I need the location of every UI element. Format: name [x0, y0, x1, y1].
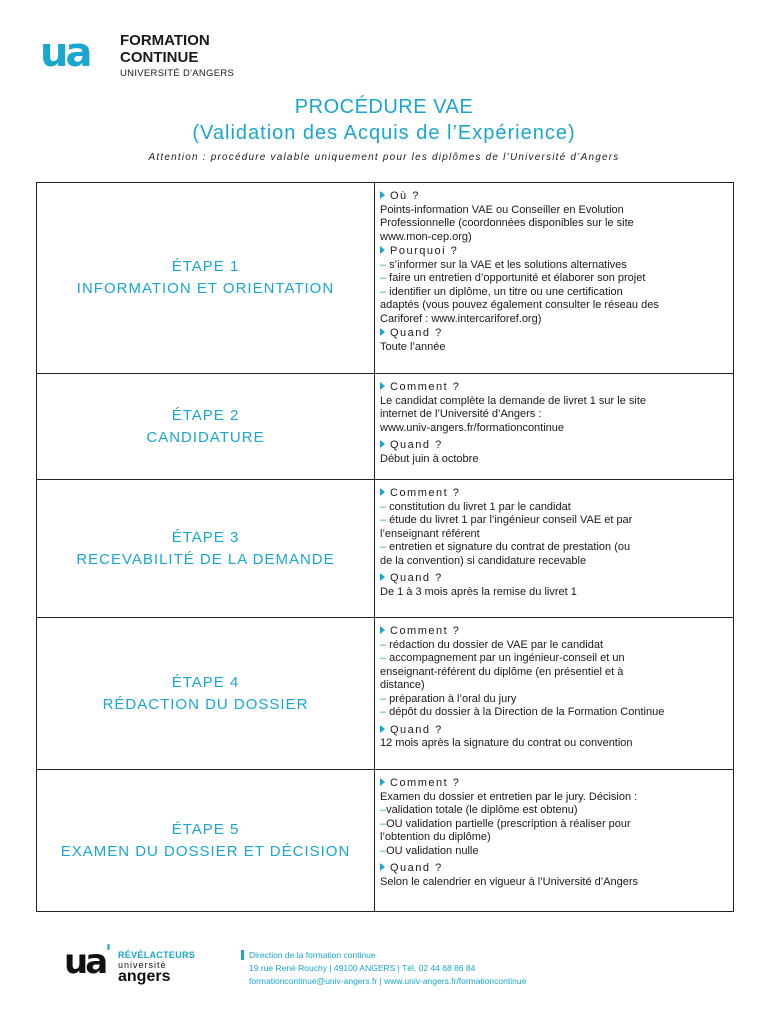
- question-heading: Quand ?: [380, 327, 727, 341]
- footer-logo: [64, 942, 214, 988]
- ua-logo-mark: ua: [40, 30, 90, 76]
- footer-address: 19 rue René Rouchy | 49100 ANGERS | Tél. 02 44 68 86 84: [249, 963, 476, 973]
- detail-line: Points-information VAE ou Conseiller en Evolution: [380, 203, 624, 216]
- arrow-right-icon: [380, 328, 385, 336]
- dash-bullet: –: [380, 804, 387, 816]
- step-number: ÉTAPE 2: [171, 406, 240, 424]
- dash-bullet: –: [380, 817, 387, 830]
- step-row: [37, 183, 733, 373]
- page-title: PROCÉDURE VAE: [294, 96, 474, 118]
- attention-note: Attention : procédure valable uniquement pour les diplômes de l’Université d’Angers: [148, 152, 620, 163]
- step-number: ÉTAPE 4: [171, 673, 240, 691]
- question-heading: Quand ?: [380, 862, 727, 876]
- dash-bullet: –: [380, 514, 387, 526]
- dash-bullet: –: [380, 638, 387, 651]
- dash-bullet: –: [380, 258, 387, 271]
- detail-line: –validation totale (le diplôme est obtenu): [380, 804, 578, 816]
- detail-line: – identifier un diplôme, un titre ou une certification: [380, 285, 623, 298]
- page-subtitle: (Validation des Acquis de l’Expérience): [192, 122, 576, 144]
- detail-line: –OU validation nulle: [380, 844, 479, 857]
- step-label: CANDIDATURE: [146, 428, 265, 446]
- detail-line: l’obtention du diplôme): [380, 831, 491, 843]
- detail-line: – accompagnement par un ingénieur-conseil et un: [380, 652, 625, 664]
- detail-line: – constitution du livret 1 par le candidat: [380, 500, 571, 513]
- step-details: [375, 183, 733, 373]
- steps-table: [36, 182, 734, 912]
- detail-line: Début juin à octobre: [380, 452, 479, 465]
- detail-line: www.mon-cep.org): [380, 230, 472, 243]
- detail-line: Le candidat complète la demande de livret 1 sur le site: [380, 394, 646, 407]
- step-row: [37, 617, 733, 769]
- step-details: [375, 374, 733, 479]
- dash-bullet: –: [380, 844, 387, 857]
- step-label: RÉDACTION DU DOSSIER: [102, 695, 309, 713]
- step-row: [37, 479, 733, 617]
- arrow-right-icon: [380, 778, 385, 786]
- detail-line: – entretien et signature du contrat de prestation (ou: [380, 541, 631, 553]
- question-heading: Où ?: [380, 190, 727, 204]
- step-title: [37, 480, 375, 617]
- dash-bullet: –: [380, 692, 387, 705]
- detail-line: enseignant-référent du diplôme (en présentiel et à: [380, 665, 624, 678]
- footer-logo-university: université: [118, 960, 167, 970]
- detail-line: 12 mois après la signature du contrat ou convention: [380, 737, 633, 749]
- step-title: [37, 183, 375, 373]
- detail-line: – dépôt du dossier à la Direction de la Formation Continue: [380, 706, 665, 718]
- arrow-right-icon: [380, 246, 385, 254]
- question-heading: Pourquoi ?: [380, 245, 727, 259]
- arrow-right-icon: [380, 863, 385, 871]
- detail-line: www.univ-angers.fr/formationcontinue: [380, 421, 565, 434]
- step-label: EXAMEN DU DOSSIER ET DÉCISION: [60, 842, 351, 860]
- arrow-right-icon: [380, 382, 385, 390]
- step-number: ÉTAPE 3: [171, 528, 240, 546]
- logo-subtitle: UNIVERSITÉ D'ANGERS: [120, 68, 235, 79]
- detail-line: Professionnelle (coordonnées disponibles sur le site: [380, 217, 634, 229]
- arrow-right-icon: [380, 488, 385, 496]
- arrow-right-icon: [380, 191, 385, 199]
- question-heading: Comment ?: [380, 487, 727, 501]
- arrow-right-icon: [380, 725, 385, 733]
- detail-line: – étude du livret 1 par l’ingénieur conseil VAE et par: [380, 514, 633, 526]
- detail-line: – préparation à l’oral du jury: [380, 692, 517, 705]
- question-heading: Quand ?: [380, 572, 727, 586]
- detail-line: – rédaction du dossier de VAE par le candidat: [380, 638, 603, 651]
- step-label: INFORMATION ET ORIENTATION: [76, 280, 335, 297]
- dash-bullet: –: [380, 285, 387, 298]
- detail-line: de la convention) si candidature recevable: [380, 554, 587, 567]
- detail-line: Examen du dossier et entretien par le jury. Décision :: [380, 790, 638, 803]
- dash-bullet: –: [380, 706, 387, 718]
- footer-ua-logo-mark: $ua^ˈ$: [64, 942, 109, 982]
- footer-logo-tagline: RÉVÉLACTEURS: [118, 950, 196, 960]
- dash-bullet: –: [380, 652, 387, 664]
- step-details: [375, 480, 733, 617]
- footer-links[interactable]: formationcontinue@univ-angers.fr | www.univ-angers.fr/formationcontinue: [249, 976, 527, 986]
- detail-line: adaptés (vous pouvez également consulter le réseau des: [380, 299, 659, 311]
- footer-department: Direction de la formation continue: [249, 950, 376, 960]
- question-heading: Comment ?: [380, 625, 727, 639]
- detail-line: – s’informer sur la VAE et les solutions alternatives: [380, 258, 627, 271]
- step-row: [37, 769, 733, 911]
- step-number: ÉTAPE 1: [171, 258, 240, 275]
- arrow-right-icon: [380, 573, 385, 581]
- footer-logo-city: angers: [118, 968, 171, 985]
- question-heading: Quand ?: [380, 724, 727, 738]
- arrow-right-icon: [380, 626, 385, 634]
- step-details: [375, 618, 733, 769]
- step-row: [37, 373, 733, 479]
- detail-line: internet de l’Université d’Angers :: [380, 408, 542, 420]
- step-title: [37, 770, 375, 911]
- detail-line: l’enseignant référent: [380, 527, 480, 540]
- dash-bullet: –: [380, 541, 387, 553]
- footer-contact: [249, 949, 526, 988]
- detail-line: distance): [380, 679, 425, 691]
- detail-line: De 1 à 3 mois après la remise du livret 1: [380, 585, 577, 598]
- detail-line: Selon le calendrier en vigueur à l’Université d’Angers: [380, 875, 639, 888]
- step-title: [37, 374, 375, 479]
- footer-accent-bar: [241, 950, 244, 960]
- dash-bullet: –: [380, 500, 387, 513]
- step-number: ÉTAPE 5: [171, 820, 240, 838]
- step-label: RECEVABILITÉ DE LA DEMANDE: [76, 550, 335, 568]
- question-heading: Comment ?: [380, 381, 727, 395]
- step-details: [375, 770, 733, 911]
- arrow-right-icon: [380, 440, 385, 448]
- detail-line: – faire un entretien d’opportunité et élaborer son projet: [380, 272, 646, 284]
- question-heading: Quand ?: [380, 439, 727, 453]
- detail-line: Cariforef : www.intercariforef.org): [380, 312, 542, 325]
- detail-line: Toute l’année: [380, 340, 446, 353]
- step-title: [37, 618, 375, 769]
- question-heading: Comment ?: [380, 777, 727, 791]
- logo-title: FORMATION CONTINUE: [120, 32, 210, 66]
- detail-line: –OU validation partielle (prescription à réaliser pour: [380, 817, 631, 830]
- dash-bullet: –: [380, 272, 387, 284]
